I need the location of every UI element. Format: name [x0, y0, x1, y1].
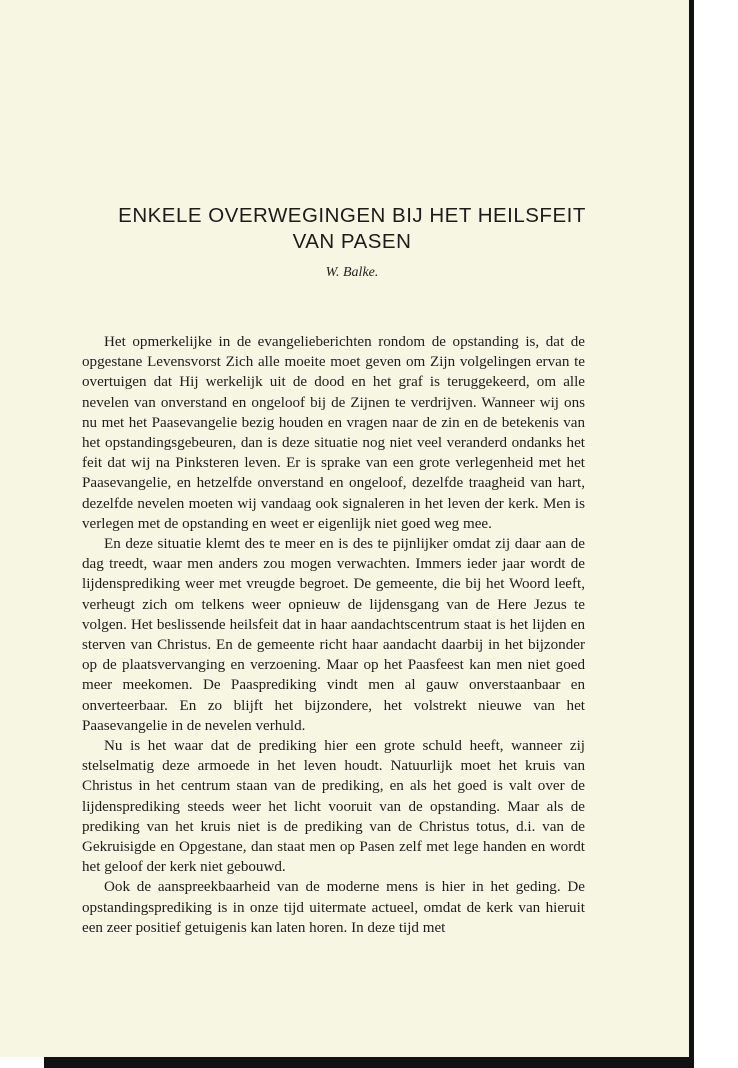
title-line-2: VAN PASEN [292, 230, 412, 253]
page-bottom-edge [44, 1057, 694, 1068]
paragraph: En deze situatie klemt des te meer en is des te pijnlijker omdat zij daar aan de dag treedt, waar men anders zou mogen verwachten. Immers ieder jaar wordt de lijdensprediking weer met vreugde begroet. De gemeente, die bij het Woord leeft, verheugt zich om telkens weer opnieuw de lijdensgang van de Here Jezus te volgen. Het beslissende heilsfeit dat in haar aandachtscentrum staat is het lijden en sterven van Christus. En de gemeente richt haar aandacht daarbij in het bijzonder op de plaatsvervanging en verzoening. Maar op het Paasfeest kan men niet goed meer meekomen. De Paasprediking vindt men al gauw onverstaanbaar en onverteerbaar. En zo blijft het bijzondere, het volstrekt nieuwe van het Paasevangelie in de nevelen verhuld. [82, 536, 585, 734]
paragraph: Ook de aanspreekbaarheid van de moderne mens is hier in het geding. De opstandingsprediking is in onze tijd uitermate actueel, omdat de kerk van hieruit een zeer positief getuigenis kan laten horen. In deze tijd met [82, 879, 585, 936]
article-body [82, 332, 585, 938]
paragraph: Het opmerkelijke in de evangelieberichten rondom de opstanding is, dat de opgestane Levensvorst Zich alle moeite moet geven om Zijn volgelingen ervan te overtuigen dat Hij werkelijk uit de dood en het graf is teruggekeerd, om alle nevelen van onverstand en ongeloof bij de Zijnen te verdrijven. Wanneer wij ons nu met het Paasevangelie bezig houden en vragen naar de zin en de betekenis van het opstandingsgebeuren, dan is deze situatie nog niet veel veranderd ondanks het feit dat wij na Pinksteren leven. Er is sprake van een grote verlegenheid met het Paasevangelie, en hetzelfde onverstand en ongeloof, dezelfde traagheid van hart, dezelfde nevelen moeten wij vandaag ook signaleren in het leven der kerk. Men is verlegen met de opstanding en weet er eigenlijk niet goed weg mee. [82, 334, 585, 532]
author-byline: W. Balke. [325, 265, 379, 280]
paragraph: Nu is het waar dat de prediking hier een grote schuld heeft, wanneer zij stelselmatig deze armoede in het leven houdt. Natuurlijk moet het kruis van Christus in het centrum staan van de prediking, en als het goed is valt over de lijdensprediking steeds weer het licht vooruit van de opstanding. Maar als de prediking van het kruis niet is de prediking van de Christus totus, d.i. van de Gekruisigde en Opgestane, dan staat men op Pasen zelf met lege handen en wordt het geloof der kerk niet gebouwd. [82, 738, 585, 876]
title-line-1: ENKELE OVERWEGINGEN BIJ HET HEILSFEIT [118, 204, 586, 227]
article-title [60, 203, 644, 255]
